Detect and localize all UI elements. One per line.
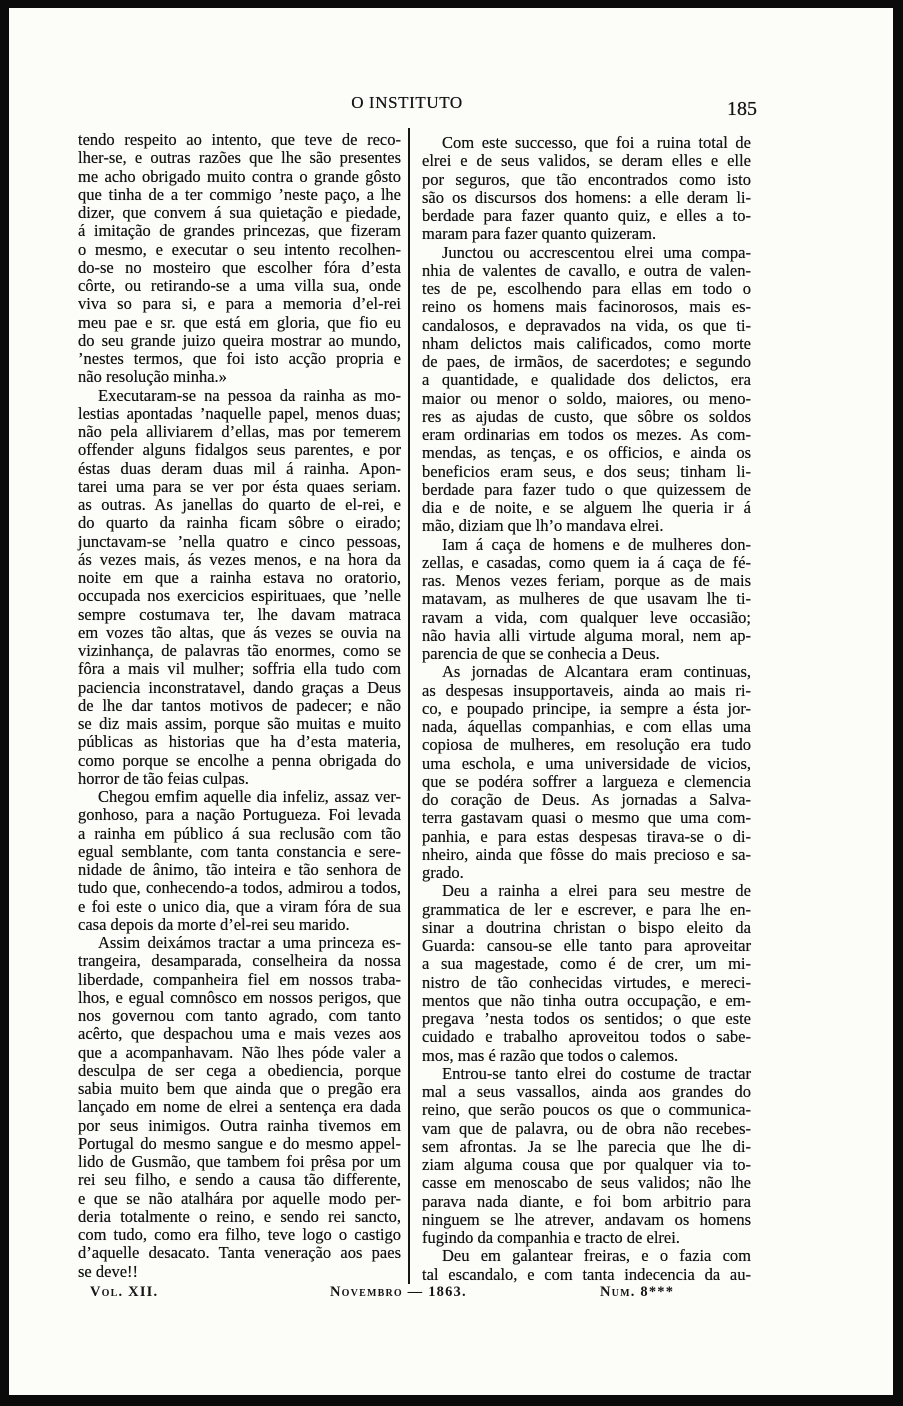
- text-line: lhos, e egual comnôsco em nossos perigos, que: [78, 987, 401, 1007]
- text-line: panhia, e para estas despesas tirava-se o di-: [422, 826, 751, 846]
- page-number: 185: [727, 98, 757, 120]
- text-line: parencia de que se conhecia a Deus.: [422, 644, 660, 663]
- text-line: do seu grande juizo queira mostrar ao mundo,: [78, 330, 401, 350]
- text-line: berdade para fazer tudo o que quizessem de: [422, 479, 751, 499]
- text-line: Executaram-se na pessoa da rainha as mo-: [98, 385, 401, 405]
- text-line: Junctou ou accrescentou elrei uma compa-: [442, 242, 751, 262]
- text-line: mão, diziam que lh’o mandava elrei.: [422, 516, 664, 536]
- text-line: ’nestes termos, que foi isto acção propria e: [78, 349, 401, 368]
- text-line: o mesmo, e executar o seu intento recolhen-: [78, 239, 401, 259]
- text-line: de lhe dar tantos motivos de padecer; e não: [78, 695, 401, 715]
- paragraph: [422, 882, 751, 1065]
- text-line: por seus inimigos. Outra rainha tivemos em: [78, 1115, 401, 1135]
- text-line: Com este successo, que foi a ruina total de: [442, 133, 751, 152]
- text-line: e que se não atalhára por aquelle modo per-: [78, 1188, 401, 1208]
- text-line: mal a seus vassallos, ainda aos grandes do: [422, 1082, 751, 1101]
- left-column: [78, 131, 401, 1281]
- text-line: Entrou-se tanto elrei do costume de tractar: [442, 1063, 751, 1083]
- text-line: dia e de noite, e se alguem lhe queria ir á: [422, 498, 751, 517]
- footer-volume: Vol. XII.: [90, 1284, 159, 1300]
- text-line: acêrto, que despachou uma e mais vezes aos: [78, 1024, 401, 1044]
- text-line: ras. Menos vezes feriam, porque as de mais: [422, 571, 751, 590]
- text-line: cuidado e trabalho aproveitou todos o sabe-: [422, 1027, 751, 1047]
- text-line: por seguros, que tão encontrados como isto: [422, 169, 751, 189]
- text-line: casse em menoscabo de seus validos; não lhe: [422, 1173, 751, 1193]
- text-line: que a acompanhavam. Não lhes póde valer a: [78, 1042, 401, 1062]
- paragraph: [422, 1065, 751, 1248]
- text-line: liberdade, companheira fiel em nossos traba-: [78, 969, 401, 989]
- text-line: tendo respeito ao intento, que teve de reco-: [78, 130, 401, 149]
- text-line: se diz mais assim, porque são muitas e muito: [78, 714, 401, 733]
- text-line: candalosos, e depravados na vida, os que ti-: [422, 315, 751, 335]
- text-line: matavam, as mulheres de que usavam lhe ti-: [422, 589, 751, 609]
- text-line: e foi este o unico dia, que a viram fóra de sua: [78, 896, 401, 916]
- text-line: sabia muito bem que ainda que o pregão era: [78, 1079, 401, 1098]
- text-line: fugindo da companhia e tracto de elrei.: [422, 1228, 680, 1247]
- text-line: ninguem se lhe atrever, andavam os homens: [422, 1209, 751, 1229]
- text-line: junctavam-se ’nella quatro e cinco pessoas,: [78, 531, 401, 551]
- paragraph: [422, 244, 751, 536]
- text-line: nada, áquellas companhias, e com ellas uma: [422, 717, 751, 736]
- paragraph: [78, 788, 401, 934]
- text-line: ziam alguma cousa que por qualquer via to-: [422, 1155, 751, 1174]
- text-line: Guarda: cansou-se elle tanto para aproveitar: [422, 936, 751, 955]
- text-line: deria totalmente o reino, e sendo rei sancto,: [78, 1206, 401, 1226]
- text-line: Deu em galantear freiras, e o fazia com: [442, 1246, 751, 1266]
- text-line: Deu a rainha a elrei para seu mestre de: [442, 881, 751, 901]
- text-line: de paes, de irmãos, de sacerdotes; e segundo: [422, 352, 751, 371]
- text-line: nhia de valentes de cavallo, e outra de valen-: [422, 260, 751, 280]
- text-line: horror de tão feias culpas.: [78, 768, 249, 788]
- text-line: mentos que não tinha outra occupação, e em-: [422, 990, 751, 1010]
- text-line: côrte, ou retirando-se a uma villa sua, onde: [78, 276, 401, 295]
- text-line: sem afrontas. Ja se lhe parecia que lhe di-: [422, 1136, 751, 1156]
- text-line: Chegou emfim aquelle dia infeliz, assaz ver-: [98, 787, 401, 806]
- text-line: rei seu filho, e sendo a causa tão differente,: [78, 1170, 401, 1190]
- text-line: que se podéra soffrer a largueza e clemencia: [422, 771, 751, 791]
- text-line: a quantidade, e qualidade dos delictos, era: [422, 370, 751, 390]
- text-line: reino, que serão poucos os que o communica-: [422, 1100, 751, 1120]
- text-line: a rainha em público á sua reclusão com tão: [78, 823, 401, 843]
- text-line: Iam á caça de homens e de mulheres don-: [442, 534, 751, 554]
- text-line: nheiro, ainda que fôsse do mais precioso e sa-: [422, 844, 751, 864]
- text-line: egual semblante, com tanta constancia e sere-: [78, 841, 401, 861]
- text-line: berdade para fazer quanto quiz, e elles a to-: [422, 206, 751, 225]
- text-line: Portugal do mesmo sangue e do mesmo appel-: [78, 1133, 401, 1153]
- text-line: Assim deixámos tractar a uma princeza es-: [98, 933, 401, 952]
- text-line: paciencia inconstratavel, dando graças a Deus: [78, 677, 401, 697]
- text-line: as despesas insupportaveis, ainda ao mais ri-: [422, 680, 751, 700]
- text-line: lançado em nome de elrei a sentença era dada: [78, 1097, 401, 1117]
- text-line: fôra a mais vil mulher; soffria ella tudo com: [78, 659, 401, 679]
- text-line: tudo que, conhecendo-a todos, admirou a todos,: [78, 878, 401, 898]
- paragraph: [422, 1247, 751, 1284]
- text-line: se deve!!: [78, 1261, 139, 1281]
- text-line: meu pae e sr. que está em gloria, que fio eu: [78, 312, 401, 332]
- text-line: não havia alli virtude alguma moral, nem ap-: [422, 625, 751, 645]
- text-line: sempre costumava ter, lhe davam matraca: [78, 604, 401, 624]
- text-line: eram ordinarias em todos os mezes. As com-: [422, 425, 751, 444]
- text-line: elrei e de seus validos, se deram elles e elle: [422, 151, 751, 171]
- text-line: vam que de palavra, ou de obra não recebes-: [422, 1118, 751, 1138]
- text-line: do-se no mosteiro que escolher fóra d’esta: [78, 257, 401, 277]
- text-line: ás vezes mais, ás vezes menos, e na hora da: [78, 549, 401, 569]
- text-line: me acho obrigado muito contra o grande gôsto: [78, 166, 401, 186]
- text-line: públicas as historias que ha d’esta materia,: [78, 732, 401, 752]
- text-line: casa depois da morte d’el-rei seu marido.: [78, 914, 350, 934]
- text-line: nham delictos mais calificados, como morte: [422, 333, 751, 353]
- text-line: que tinha de a ter commigo ’neste paço, a lhe: [78, 184, 401, 204]
- text-line: parava nada diante, e foi bom arbitrio para: [422, 1191, 751, 1211]
- text-line: offender alguns fidalgos seus parentes, e por: [78, 440, 401, 460]
- text-line: nidade de ânimo, tão inteira e tão senhora de: [78, 860, 401, 879]
- text-line: em vozes tão altas, que ás vezes se ouvia na: [78, 622, 401, 642]
- text-line: d’aquelle desacato. Tanta veneração aos paes: [78, 1243, 401, 1263]
- text-line: lher-se, e outras razões que lhe são presentes: [78, 148, 401, 168]
- footer-number: Num. 8***: [600, 1284, 675, 1300]
- text-line: as outras. As janellas do quarto de el-rei, e: [78, 495, 401, 514]
- text-line: co, e poupado principe, ia sempre a ésta jor-: [422, 698, 751, 718]
- text-line: com tudo, como era filho, teve logo o castigo: [78, 1225, 401, 1244]
- text-line: vizinhança, de palavras tão enormes, como se: [78, 641, 401, 660]
- paragraph: [78, 131, 401, 387]
- text-line: são os discursos dos homens: a elle deram li-: [422, 187, 751, 207]
- text-line: reino os homens mais facinorosos, mais es-: [422, 297, 751, 317]
- text-line: res as ajudas de custo, que sôbre os soldos: [422, 406, 751, 426]
- text-line: não pela alliviarem d’ellas, mas por temerem: [78, 422, 401, 441]
- text-line: terra gastavam quasi o mesmo que uma com-: [422, 808, 751, 828]
- text-line: tes de pe, escolhendo para ellas em todo o: [422, 279, 751, 298]
- text-line: lestias apontadas ’naquelle papel, menos duas;: [78, 403, 401, 423]
- text-line: dizer, que convem á sua quietação e piedade,: [78, 203, 401, 222]
- text-line: beneficios eram seus, e dos seus; tinham li-: [422, 461, 751, 481]
- text-line: do coração de Deus. As jornadas a Salva-: [422, 790, 751, 809]
- text-line: desculpa de ser cega a obediencia, porque: [78, 1060, 401, 1080]
- text-line: tarei uma para se ver por ésta quaes seriam.: [78, 476, 401, 496]
- footer-date: Novembro — 1863.: [330, 1284, 467, 1300]
- text-line: noite em que a rainha estava no oratorio,: [78, 568, 401, 587]
- running-head: O INSTITUTO: [351, 93, 463, 112]
- text-line: maior ou menor o soldo, maiores, ou meno-: [422, 388, 751, 408]
- text-line: copiosa de mulheres, em resolução era tudo: [422, 735, 751, 755]
- text-line: occupada nos exercicios espirituaes, que ’nelle: [78, 586, 401, 606]
- text-line: uma eschola, e uma universidade de vicios,: [422, 753, 751, 773]
- paragraph: [422, 536, 751, 664]
- column-rule: [408, 128, 410, 1284]
- text-line: ravam a vida, com qualquer leve occasião;: [422, 607, 751, 627]
- text-line: As jornadas de Alcantara eram continuas,: [442, 662, 751, 682]
- text-line: trangeira, desamparada, conselheira da nossa: [78, 951, 401, 971]
- right-column: [422, 134, 751, 1284]
- text-line: mendas, as tenças, e os officios, e ainda os: [422, 443, 751, 463]
- text-line: tal escandalo, e com tanta indecencia da au-: [422, 1264, 751, 1284]
- text-line: não resolução minha.»: [78, 367, 227, 387]
- text-line: á imitação de grandes princezas, que fizeram: [78, 221, 401, 241]
- text-line: a sua magestade, como é de crer, um mi-: [422, 954, 751, 974]
- text-line: como porque se encolhe a penna obrigada do: [78, 750, 401, 770]
- text-line: grammatica de ler e escrever, e para lhe en-: [422, 899, 751, 919]
- text-line: nos governou com tanto agrado, com tanto: [78, 1006, 401, 1025]
- paragraph: [422, 663, 751, 882]
- paragraph: [422, 134, 751, 244]
- text-line: lido de Gusmão, que tambem foi prêsa por um: [78, 1152, 401, 1171]
- text-line: viva so para si, e para a memoria d’el-rei: [78, 294, 401, 314]
- paragraph: [78, 934, 401, 1281]
- text-line: éstas duas deram duas mil á rainha. Apon-: [78, 458, 401, 478]
- paragraph: [78, 387, 401, 789]
- text-line: nistro de tão conhecidas virtudes, e mereci-: [422, 972, 751, 992]
- text-line: grado.: [422, 863, 464, 882]
- text-line: gonhoso, para a nação Portugueza. Foi levada: [78, 805, 401, 825]
- text-line: sinar a doutrina christan o bispo eleito da: [422, 917, 751, 937]
- text-line: maram para fazer quanto quizeram.: [422, 224, 657, 244]
- text-line: pregava ’nesta todos os sentidos; o que este: [422, 1009, 751, 1028]
- text-line: zellas, e casadas, como quem ia á caça de fé-: [422, 552, 751, 572]
- text-line: mos, mas é razão que todos o calemos.: [422, 1045, 679, 1065]
- text-line: do quarto da rainha ficam sôbre o eirado;: [78, 513, 401, 533]
